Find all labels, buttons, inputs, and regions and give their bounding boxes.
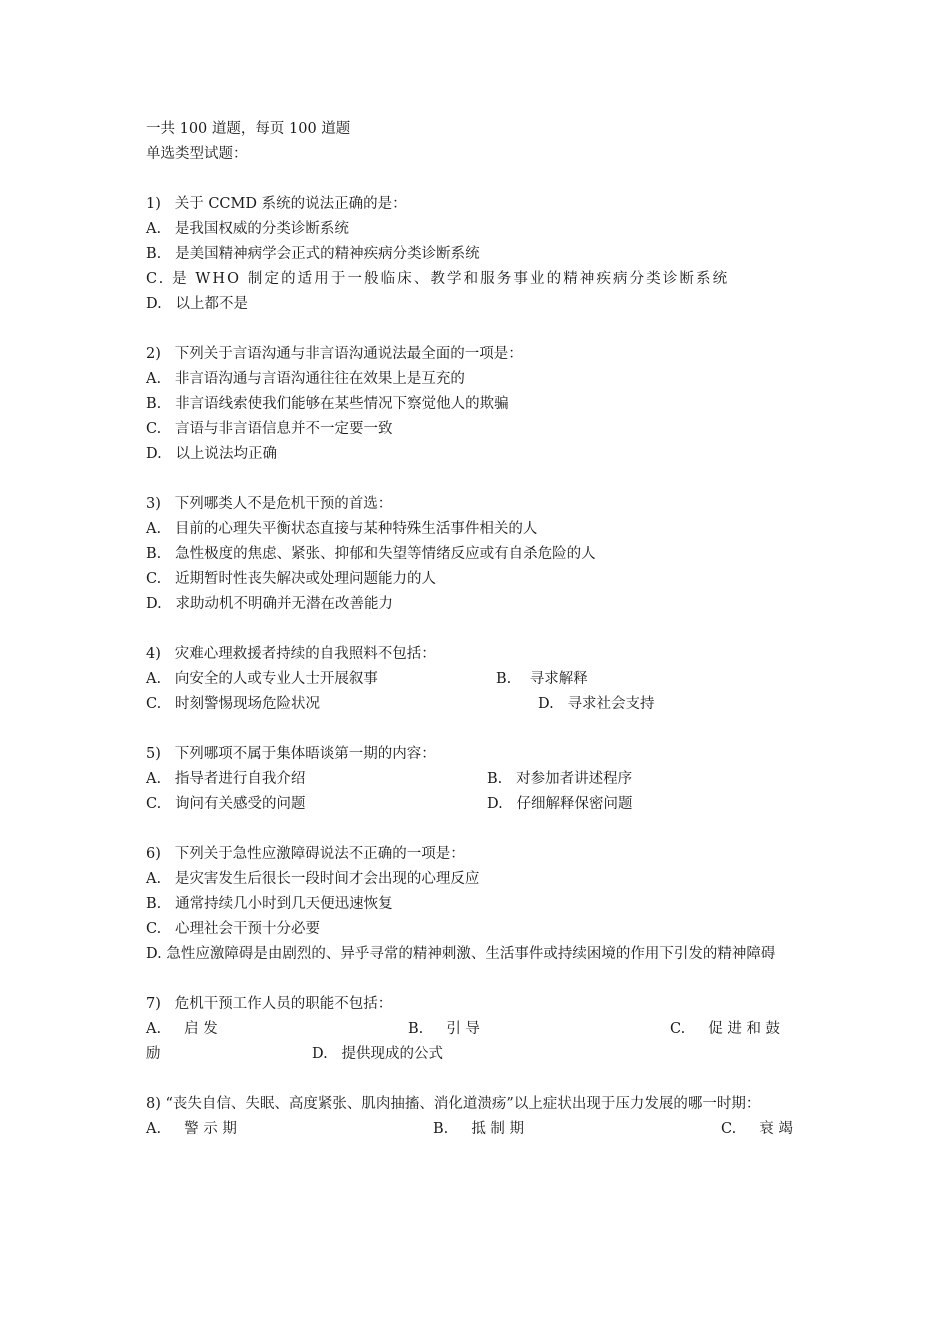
- option-5d: D. 仔细解释保密问题: [487, 796, 633, 812]
- option-6c: C. 心理社会干预十分必要: [146, 921, 321, 937]
- options-4-row-1: [146, 667, 808, 692]
- question-4-stem: 4) 灾难心理救援者持续的自我照料不包括：: [146, 646, 436, 662]
- question-8-stem: 8) “丧失自信、失眠、高度紧张、肌肉抽搐、消化道溃疡”以上症状出现于压力发展的哪一时期：: [146, 1096, 761, 1112]
- option-5c: C. 询问有关感受的问题: [146, 796, 306, 812]
- options-7-row-2: [146, 1042, 808, 1067]
- option-7c: C. 促 进 和 鼓: [670, 1021, 781, 1037]
- option-4d: D. 寻求社会支持: [538, 696, 655, 712]
- question-3-stem: 3) 下列哪类人不是危机干预的首选：: [146, 496, 393, 512]
- option-6a: A. 是灾害发生后很长一段时间才会出现的心理反应: [146, 871, 480, 887]
- options-5-row-2: [146, 792, 808, 817]
- question-1-stem: 1) 关于 CCMD 系统的说法正确的是：: [146, 196, 407, 212]
- option-2c: C. 言语与非言语信息并不一定要一致: [146, 421, 393, 437]
- option-5b: B. 对参加者讲述程序: [487, 771, 633, 787]
- option-6d: D. 急性应激障碍是由剧烈的、异乎寻常的精神刺激、生活事件或持续困境的作用下引发的精神障碍: [146, 946, 776, 962]
- exam-page: [146, 117, 808, 1142]
- option-4c: C. 时刻警惕现场危险状况: [146, 696, 321, 712]
- question-5-stem: 5) 下列哪项不属于集体晤谈第一期的内容：: [146, 746, 436, 762]
- options-5-row-1: [146, 767, 808, 792]
- option-2d: D. 以上说法均正确: [146, 446, 278, 462]
- option-7d: D. 提供现成的公式: [312, 1046, 444, 1062]
- question-type-line: 单选类型试题：: [146, 146, 248, 162]
- options-8-row-1: [146, 1117, 808, 1142]
- question-6-stem: 6) 下列关于急性应激障碍说法不正确的一项是：: [146, 846, 465, 862]
- option-4a: A. 向安全的人或专业人士开展叙事: [146, 671, 378, 687]
- option-6b: B. 通常持续几小时到几天便迅速恢复: [146, 896, 393, 912]
- option-8c: C. 衰 竭: [721, 1121, 793, 1137]
- option-7a: A. 启 发: [146, 1021, 218, 1037]
- option-1d: D. 以上都不是: [146, 296, 249, 312]
- option-8b: B. 抵 制 期: [433, 1121, 525, 1137]
- option-5a: A. 指导者进行自我介绍: [146, 771, 306, 787]
- question-count-line: 一共 100 道题，每页 100 道题: [146, 121, 351, 137]
- option-2a: A. 非言语沟通与言语沟通往往在效果上是互充的: [146, 371, 465, 387]
- option-1c: C. 是 WHO 制定的适用于一般临床、教学和服务事业的精神疾病分类诊断系统: [146, 271, 730, 287]
- question-7-stem: 7) 危机干预工作人员的职能不包括：: [146, 996, 393, 1012]
- option-2b: B. 非言语线索使我们能够在某些情况下察觉他人的欺骗: [146, 396, 509, 412]
- option-8a: A. 警 示 期: [146, 1121, 237, 1137]
- option-7b: B. 引 导: [408, 1021, 480, 1037]
- option-3d: D. 求助动机不明确并无潜在改善能力: [146, 596, 394, 612]
- option-1a: A. 是我国权威的分类诊断系统: [146, 221, 349, 237]
- option-3a: A. 目前的心理失平衡状态直接与某种特殊生活事件相关的人: [146, 521, 538, 537]
- option-3c: C. 近期暂时性丧失解决或处理问题能力的人: [146, 571, 437, 587]
- option-4b: B. 寻求解释: [496, 671, 588, 687]
- options-4-row-2: [146, 692, 808, 717]
- option-3b: B. 急性极度的焦虑、紧张、抑郁和失望等情绪反应或有自杀危险的人: [146, 546, 596, 562]
- option-1b: B. 是美国精神病学会正式的精神疾病分类诊断系统: [146, 246, 480, 262]
- options-7-row-1: [146, 1017, 808, 1042]
- question-2-stem: 2) 下列关于言语沟通与非言语沟通说法最全面的一项是：: [146, 346, 523, 362]
- option-7c-continued: 励: [146, 1046, 161, 1062]
